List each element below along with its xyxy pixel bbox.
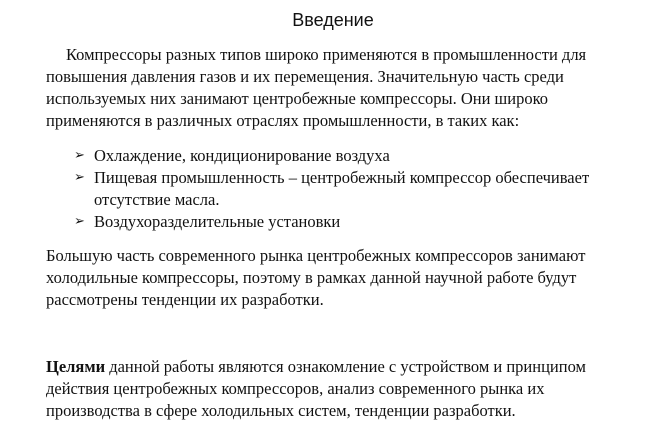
list-item	[74, 211, 654, 233]
list-item-text: Воздухоразделительные установки	[94, 212, 341, 231]
intro-line-4: применяются в различных отраслях промышленности, в таких как:	[46, 111, 520, 130]
page-title: Введение	[292, 10, 374, 30]
market-paragraph	[46, 245, 658, 311]
list-item	[74, 167, 654, 211]
list-item-text-continued: отсутствие масла.	[94, 190, 220, 209]
market-line-3: рассмотрены тенденции их разработки.	[46, 290, 324, 309]
goals-line-2: действия центробежных компрессоров, анализ современного рынка их	[46, 379, 545, 398]
market-line-1: Большую часть современного рынка центробежных компрессоров занимают	[46, 246, 586, 265]
arrow-bullet-icon: ➢	[74, 170, 85, 185]
goals-line-3: производства в сфере холодильных систем, тенденции разработки.	[46, 401, 516, 420]
intro-paragraph	[46, 44, 658, 132]
application-list	[74, 145, 654, 233]
list-item	[74, 145, 654, 167]
arrow-bullet-icon: ➢	[74, 214, 85, 229]
list-item-text: Пищевая промышленность – центробежный компрессор обеспечивает	[94, 168, 590, 187]
list-item-text: Охлаждение, кондиционирование воздуха	[94, 146, 390, 165]
goals-paragraph	[46, 356, 658, 422]
intro-line-2: повышения давления газов и их перемещения. Значительную часть среди	[46, 67, 564, 86]
intro-line-3: используемых них занимают центробежные компрессоры. Они широко	[46, 89, 549, 108]
arrow-bullet-icon: ➢	[74, 148, 85, 163]
intro-line-1: Компрессоры разных типов широко применяются в промышленности для	[66, 45, 587, 64]
market-line-2: холодильные компрессоры, поэтому в рамках данной научной работе будут	[46, 268, 577, 287]
goals-bold-term: Целями	[46, 357, 106, 376]
goals-line-1	[46, 356, 658, 378]
goals-line-1-rest: данной работы являются ознакомление с устройством и принципом	[105, 357, 586, 376]
